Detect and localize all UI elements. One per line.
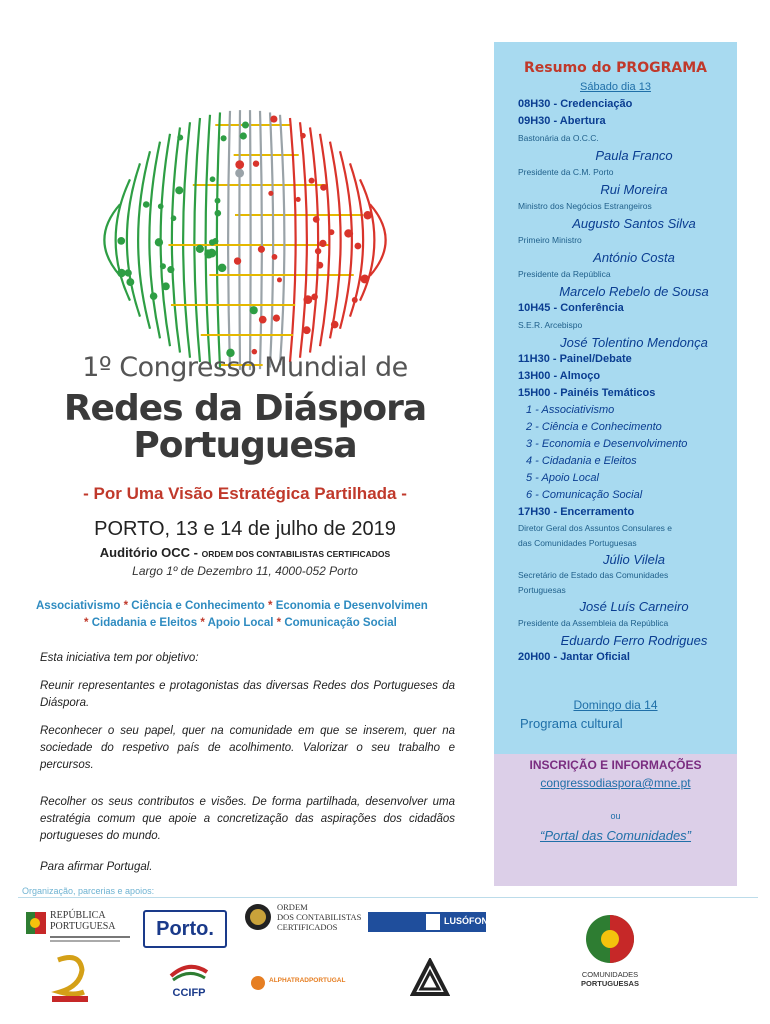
program-item-time: 10H45 - Conferência	[518, 302, 624, 314]
program-item-role: Presidente da Assembleia da República	[518, 618, 669, 628]
republica-portuguesa-logo	[22, 908, 132, 954]
venue-name: Auditório OCC -	[99, 545, 202, 560]
theme: Apoio Local	[207, 617, 274, 629]
program-item-person: Rui Moreira	[600, 182, 668, 197]
program-title: Resumo do PROGRAMA	[524, 60, 707, 76]
theme: Comunicação Social	[284, 617, 397, 629]
logo-text: PORTUGUESAS	[581, 979, 639, 988]
anniversary-emblem-icon	[40, 952, 100, 1008]
congress-title-line2: Redes da Diáspora	[63, 388, 427, 429]
comunidades-portuguesas-logo	[570, 912, 650, 992]
program-item-time: 08H30 - Credenciação	[518, 98, 633, 110]
occ-seal-icon	[243, 902, 273, 932]
program-item-panel: 1 - Associativismo	[526, 404, 615, 416]
theme-separator: *	[276, 617, 282, 629]
program-item-time: 13H00 - Almoço	[518, 370, 601, 382]
objectives-text	[40, 650, 455, 887]
lusofona-logo	[368, 912, 495, 932]
ccifp-swoosh-icon	[165, 958, 213, 982]
program-item-panel: 4 - Cidadania e Eleitos	[526, 455, 637, 467]
comunidades-emblem-icon	[580, 912, 640, 966]
program-item-role: S.E.R. Arcebispo	[518, 320, 583, 330]
logo-text: CERTIFICADOS	[277, 922, 338, 932]
congress-title-line1: 1º Congresso Mundial de	[82, 352, 408, 383]
program-item-person: Augusto Santos Silva	[572, 216, 696, 231]
program-item-role: Primeiro Ministro	[518, 235, 582, 245]
program-item-role: Presidente da C.M. Porto	[518, 167, 614, 177]
program-item-role-tall: Portuguesas	[518, 585, 566, 595]
program-item-panel: 5 - Apoio Local	[526, 472, 599, 484]
program-item-time: 11H30 - Painel/Debate	[518, 353, 632, 365]
triangle-logo	[410, 958, 450, 998]
program-item-time: 15H00 - Painéis Temáticos	[518, 387, 656, 399]
program-item-role: Presidente da República	[518, 269, 611, 279]
venue-address: Largo 1º de Dezembro 11, 4000-052 Porto	[132, 564, 358, 578]
program-item-person: Júlio Vilela	[603, 552, 665, 567]
alphatrad-circle-icon	[250, 975, 266, 991]
alphatrad-logo	[250, 972, 350, 994]
theme: Ciência e Conhecimento	[131, 600, 265, 612]
logo-text: ALPHATRADPORTUGAL	[269, 977, 346, 984]
portal-comunidades-link[interactable]: “Portal das Comunidades”	[539, 828, 692, 843]
theme: Economia e Desenvolvimen	[275, 600, 428, 612]
themes-list	[36, 598, 456, 632]
objective-paragraph: Recolher os seus contributos e visões. De forma partilhada, desenvolver uma estratégia comum que apoie a concretização das aspirações dos cidadãos portugueses do mundo.	[40, 796, 455, 842]
program-item-role-tall: Diretor Geral dos Assuntos Consulares e	[518, 523, 673, 533]
program-item-role: Ministro dos Negócios Estrangeiros	[518, 201, 652, 211]
porto-logo: Porto.	[143, 910, 227, 948]
ccifp-logo	[165, 958, 213, 1006]
anniversary-logo	[40, 952, 100, 1008]
program-day2: Domingo dia 14	[573, 698, 658, 712]
program-day1: Sábado dia 13	[580, 81, 651, 93]
theme-separator: *	[268, 600, 273, 612]
program-item-time: 20H00 - Jantar Oficial	[518, 651, 630, 663]
program-item-person: José Luís Carneiro	[579, 599, 689, 614]
logo-text: LUSÓFONA	[444, 916, 495, 926]
logo-text: ORDEM	[277, 902, 308, 912]
objective-paragraph: Reconhecer o seu papel, quer na comunidade em que se inserem, quer na sociedade do respetivo país de acolhimento. Valorizar o seu trabalho e percursos.	[40, 725, 455, 771]
program-item-panel: 3 - Economia e Desenvolvimento	[526, 438, 688, 450]
registration-panel	[494, 754, 737, 886]
objectives-intro: Esta iniciativa tem por objetivo:	[40, 652, 199, 664]
theme: Associativismo	[36, 600, 121, 612]
objective-closing: Para afirmar Portugal.	[40, 861, 153, 873]
shield-icon	[24, 910, 48, 938]
logo-text: PORTUGUESA	[50, 921, 116, 932]
theme-separator: *	[200, 617, 205, 629]
globe-logo	[100, 95, 390, 385]
logo-text: CCIFP	[172, 987, 206, 999]
program-item-person: Paula Franco	[595, 148, 673, 163]
triangle-emblem-icon	[410, 958, 450, 998]
theme-separator: *	[123, 600, 129, 612]
program-item-person: Eduardo Ferro Rodrigues	[560, 633, 708, 648]
occ-logo	[243, 902, 373, 942]
program-list	[518, 96, 730, 666]
logo-text: COMUNIDADES	[581, 970, 639, 979]
tagline: - Por Uma Visão Estratégica Partilhada -	[83, 484, 407, 503]
registration-email-link[interactable]: congressodiaspora@mne.pt	[540, 776, 691, 790]
program-item-role-tall: das Comunidades Portuguesas	[518, 538, 637, 548]
program-panel	[494, 42, 737, 754]
program-cultural: Programa cultural	[520, 716, 623, 731]
program-item-time: 17H30 - Encerramento	[518, 506, 635, 518]
program-item-person: António Costa	[593, 250, 675, 265]
logo-text: DOS CONTABILISTAS	[277, 912, 362, 922]
venue-subtitle: ORDEM DOS CONTABILISTAS CERTIFICADOS	[201, 549, 391, 559]
sponsors-divider	[18, 897, 758, 898]
program-item-time: 09H30 - Abertura	[518, 115, 606, 127]
program-item-panel: 6 - Comunicação Social	[526, 489, 643, 501]
congress-title-line3: Portuguesa	[133, 425, 357, 466]
program-item-person: Marcelo Rebelo de Sousa	[559, 284, 709, 299]
registration-title: INSCRIÇÃO E INFORMAÇÕES	[529, 758, 702, 772]
venue	[0, 545, 490, 560]
theme: Cidadania e Eleitos	[91, 617, 198, 629]
logo-text: REPÚBLICA	[50, 910, 106, 921]
objective-paragraph: Reunir representantes e protagonistas das diversas Redes dos Portugueses da Diáspora.	[40, 680, 455, 709]
event-date-place: PORTO, 13 e 14 de julho de 2019	[94, 518, 396, 540]
registration-or: ou	[610, 811, 621, 821]
program-item-person: José Tolentino Mendonça	[560, 335, 708, 350]
theme-separator: *	[84, 617, 89, 629]
program-item-role: Bastonária da O.C.C.	[518, 133, 599, 143]
sponsors-label: Organização, parcerias e apoios:	[22, 886, 155, 896]
program-item-panel: 2 - Ciência e Conhecimento	[526, 421, 662, 433]
globe-network-lines	[104, 110, 385, 370]
program-item-role-tall: Secretário de Estado das Comunidades	[518, 570, 669, 580]
